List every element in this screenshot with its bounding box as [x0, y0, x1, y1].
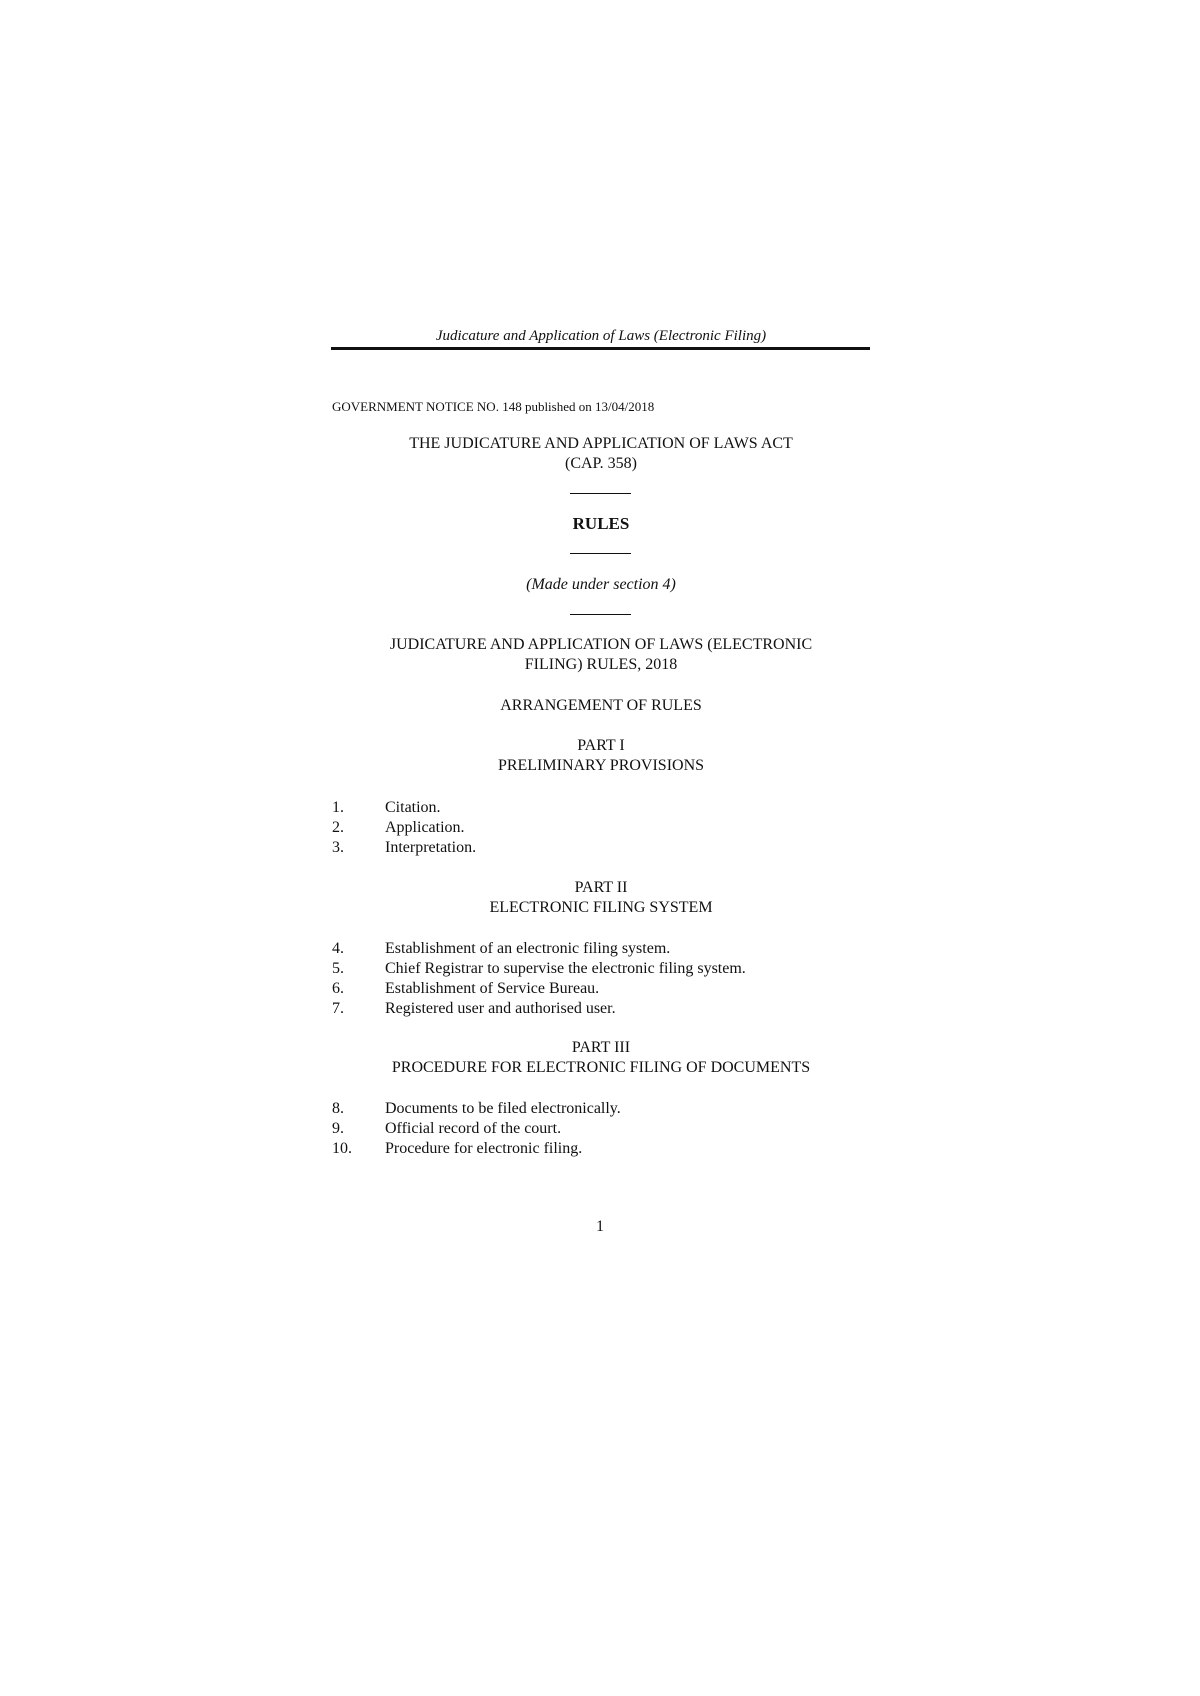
made-under-section: (Made under section 4) [526, 576, 676, 593]
list-item [332, 979, 870, 999]
part-title: ELECTRONIC FILING SYSTEM [489, 899, 713, 916]
rule-title: Establishment of an electronic filing system. [385, 940, 671, 957]
rule-number: 4. [332, 940, 344, 957]
list-item [332, 999, 870, 1019]
rule-title: Application. [385, 819, 465, 836]
act-title [332, 434, 870, 474]
part-label: PART II [574, 879, 628, 896]
rule-number: 1. [332, 799, 344, 816]
list-item [332, 1099, 870, 1119]
list-item [332, 959, 870, 979]
rule-title: Chief Registrar to supervise the electronic filing system. [385, 960, 746, 977]
rule-number: 3. [332, 839, 344, 856]
rules-heading: RULES [572, 514, 630, 533]
list-item [332, 838, 870, 858]
document-title [332, 635, 870, 675]
rules-list [332, 1099, 870, 1159]
rule-title: Documents to be filed electronically. [385, 1100, 621, 1117]
rule-number: 9. [332, 1120, 344, 1137]
government-notice: GOVERNMENT NOTICE NO. 148 published on 13/04/2018 [332, 399, 655, 414]
part-heading [332, 878, 870, 918]
part-label: PART III [571, 1039, 631, 1056]
list-item [332, 818, 870, 838]
rule-number: 8. [332, 1100, 344, 1117]
rule-title: Procedure for electronic filing. [385, 1140, 583, 1157]
rule-title: Interpretation. [385, 839, 477, 856]
document-title-line-2: FILING) RULES, 2018 [524, 656, 678, 673]
page-number: 1 [596, 1218, 604, 1235]
part-title: PROCEDURE FOR ELECTRONIC FILING OF DOCUMENTS [391, 1059, 811, 1076]
header-rule [331, 347, 870, 350]
part-label: PART I [577, 737, 625, 754]
rule-title: Establishment of Service Bureau. [385, 980, 600, 997]
list-item [332, 939, 870, 959]
rule-number: 10. [332, 1140, 352, 1157]
part-heading [332, 1038, 870, 1078]
act-title-line-2: (CAP. 358) [564, 455, 637, 472]
rule-number: 7. [332, 1000, 344, 1017]
rules-list [332, 798, 870, 858]
rule-title: Registered user and authorised user. [385, 1000, 616, 1017]
list-item [332, 798, 870, 818]
list-item [332, 1119, 870, 1139]
rule-number: 6. [332, 980, 344, 997]
separator-rule [570, 493, 631, 494]
rule-number: 5. [332, 960, 344, 977]
running-header: Judicature and Application of Laws (Electronic Filing) [435, 328, 767, 344]
arrangement-heading: ARRANGEMENT OF RULES [500, 697, 702, 714]
document-title-line-1: JUDICATURE AND APPLICATION OF LAWS (ELECTRONIC [389, 636, 813, 653]
rule-title: Official record of the court. [385, 1120, 562, 1137]
separator-rule [570, 614, 631, 615]
part-title: PRELIMINARY PROVISIONS [497, 757, 705, 774]
rules-list [332, 939, 870, 1019]
rule-number: 2. [332, 819, 344, 836]
list-item [332, 1139, 870, 1159]
rule-title: Citation. [385, 799, 441, 816]
separator-rule [570, 553, 631, 554]
part-heading [332, 736, 870, 776]
act-title-line-1: THE JUDICATURE AND APPLICATION OF LAWS ACT [409, 435, 793, 452]
